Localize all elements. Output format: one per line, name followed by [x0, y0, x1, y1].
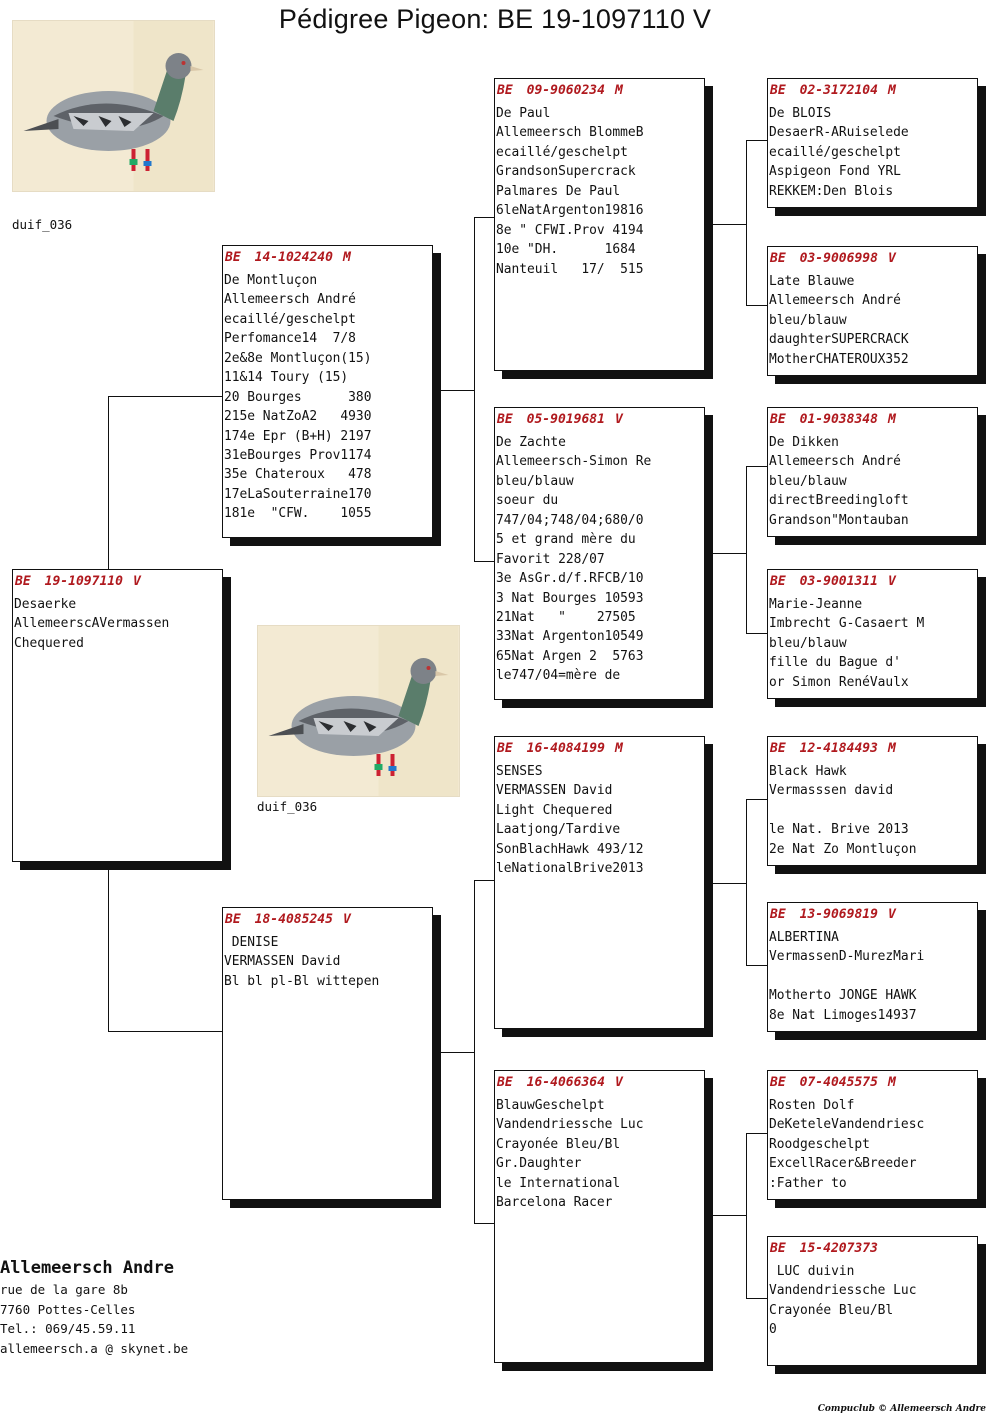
info-line: Favorit 228/07: [496, 551, 605, 567]
info-line: Imbrecht G-Casaert M: [769, 616, 925, 632]
info-line: AllemeerscAVermassen: [14, 616, 170, 632]
pigeon-info: [768, 758, 977, 859]
ring-number: 01-9038348: [799, 412, 878, 427]
info-line: 17eLaSouterraine170: [224, 486, 372, 502]
info-line: SonBlachHawk 493/12: [496, 841, 644, 857]
info-line: 181e "CFW. 1055: [224, 506, 372, 522]
owner-name: Allemeersch Andre: [0, 1258, 174, 1278]
info-line: Desaerke: [14, 597, 77, 612]
sex-marker: V: [342, 912, 351, 927]
pedigree-card-fmf[interactable]: [767, 407, 978, 537]
info-line: 0: [769, 1322, 777, 1338]
info-line: VermassenD-MurezMari: [769, 949, 925, 965]
info-line: Chequered: [14, 635, 84, 651]
info-line: 21Nat " 27505: [496, 609, 636, 625]
info-line: bleu/blauw: [496, 473, 574, 489]
ring-country: BE: [15, 574, 31, 589]
ring-header: [768, 79, 977, 100]
info-line: fille du Bague d': [769, 655, 901, 671]
page-title: Pédigree Pigeon: BE 19-1097110 V: [278, 4, 712, 34]
pedigree-card-mfm[interactable]: [767, 902, 978, 1032]
pigeon-photo-top: [12, 20, 215, 192]
info-line: daughterSUPERCRACK: [769, 332, 909, 348]
ring-country: BE: [497, 741, 513, 756]
ring-header: [768, 737, 977, 758]
info-line: ecaillé/geschelpt: [769, 144, 901, 160]
info-line: De Dikken: [769, 435, 839, 450]
sex-marker: M: [887, 83, 896, 98]
ring-header: [768, 408, 977, 429]
pigeon-info: [768, 1092, 977, 1193]
info-line: 35e Chateroux 478: [224, 467, 372, 483]
pigeon-info: [495, 429, 704, 686]
ring-number: 16-4066364: [526, 1075, 605, 1090]
photo-caption-top: duif_036: [12, 217, 73, 232]
info-line: Allemeersch-Simon Re: [496, 454, 652, 470]
pedigree-card-ff[interactable]: [494, 78, 705, 371]
ring-number: 03-9006998: [799, 251, 878, 266]
pigeon-info: [495, 758, 704, 879]
pedigree-card-fff[interactable]: [767, 78, 978, 208]
info-line: DENISE: [224, 935, 279, 950]
info-line: 5 et grand mère du: [496, 532, 636, 548]
info-line: 8e Nat Limoges14937: [769, 1007, 917, 1023]
sex-marker: V: [614, 412, 623, 427]
info-line: LUC duivin: [769, 1264, 855, 1279]
ring-header: [223, 908, 432, 929]
info-line: Allemeersch André: [224, 292, 356, 308]
info-line: 6leNatArgenton19816: [496, 203, 644, 219]
info-line: DesaerR-ARuiselede: [769, 125, 909, 141]
info-line: le International: [496, 1175, 621, 1191]
pigeon-info: [223, 929, 432, 991]
ring-country: BE: [770, 741, 786, 756]
sex-marker: M: [887, 412, 896, 427]
info-line: 33Nat Argenton10549: [496, 629, 644, 645]
info-line: REKKEM:Den Blois: [769, 183, 894, 199]
sex-marker: M: [887, 741, 896, 756]
ring-country: BE: [225, 912, 241, 927]
pigeon-photo-middle: [257, 625, 460, 797]
info-line: 20 Bourges 380: [224, 389, 372, 405]
info-line: 174e Epr (B+H) 2197: [224, 428, 372, 444]
pigeon-info: [768, 100, 977, 201]
owner-email[interactable]: allemeersch.a @ skynet.be: [0, 1340, 189, 1356]
ring-country: BE: [770, 412, 786, 427]
pigeon-info: [768, 1258, 977, 1340]
info-line: [769, 801, 977, 820]
info-line: or Simon RenéVaulx: [769, 674, 909, 690]
info-line: 3 Nat Bourges 10593: [496, 590, 644, 606]
sex-marker: V: [887, 907, 896, 922]
pigeon-info: [13, 591, 222, 653]
info-line: bleu/blauw: [769, 473, 847, 489]
info-line: 2e Nat Zo Montluçon: [769, 841, 917, 857]
pigeon-icon: [13, 21, 214, 191]
ring-header: [13, 570, 222, 591]
ring-header: [495, 79, 704, 100]
info-line: Crayonée Bleu/Bl: [769, 1302, 894, 1318]
pedigree-card-mother[interactable]: [222, 907, 433, 1200]
info-line: De Zachte: [496, 435, 566, 450]
pigeon-info: [495, 100, 704, 279]
info-line: 65Nat Argen 2 5763: [496, 648, 644, 664]
photo-caption-middle: duif_036: [257, 799, 318, 814]
pedigree-card-ffm[interactable]: [767, 246, 978, 376]
info-line: VERMASSEN David: [496, 783, 613, 799]
info-line: Palmares De Paul: [496, 183, 621, 199]
info-line: ecaillé/geschelpt: [496, 144, 628, 160]
info-line: Allemeersch André: [769, 293, 901, 309]
info-line: Late Blauwe: [769, 274, 855, 289]
pedigree-card-mf[interactable]: [494, 736, 705, 1029]
info-line: 8e " CFWI.Prov 4194: [496, 222, 644, 238]
info-line: bleu/blauw: [769, 635, 847, 651]
sex-marker: V: [887, 574, 896, 589]
info-line: leNationalBrive2013: [496, 861, 644, 877]
info-line: Vermasssen david: [769, 783, 894, 799]
info-line: Motherto JONGE HAWK: [769, 988, 917, 1004]
ring-country: BE: [770, 251, 786, 266]
info-line: bleu/blauw: [769, 312, 847, 328]
pedigree-card-subject[interactable]: [12, 569, 223, 862]
info-line: SENSES: [496, 764, 543, 779]
pedigree-card-mmm[interactable]: [767, 1236, 978, 1366]
info-line: Gr.Daughter: [496, 1156, 582, 1172]
ring-number: 19-1097110: [44, 574, 123, 589]
info-line: DeKeteleVandendriesc: [769, 1117, 925, 1133]
ring-country: BE: [770, 907, 786, 922]
ring-country: BE: [770, 1075, 786, 1090]
pedigree-card-fmm[interactable]: [767, 569, 978, 699]
ring-country: BE: [770, 83, 786, 98]
ring-country: BE: [770, 574, 786, 589]
ring-number: 16-4084199: [526, 741, 605, 756]
info-line: Perfomance14 7/8: [224, 331, 356, 347]
info-line: Grandson"Montauban: [769, 512, 909, 528]
info-line: Aspigeon Fond YRL: [769, 164, 901, 180]
sex-marker: V: [132, 574, 141, 589]
info-line: ecaillé/geschelpt: [224, 311, 356, 327]
info-line: Laatjong/Tardive: [496, 822, 621, 838]
info-line: Marie-Jeanne: [769, 597, 863, 612]
ring-number: 03-9001311: [799, 574, 878, 589]
info-line: Vandendriessche Luc: [769, 1283, 917, 1299]
info-line: VERMASSEN David: [224, 954, 341, 970]
pigeon-info: [768, 429, 977, 530]
info-line: Roodgeschelpt: [769, 1136, 870, 1152]
info-line: Bl bl pl-Bl wittepen: [224, 973, 380, 989]
ring-header: [768, 1237, 977, 1258]
info-line: Black Hawk: [769, 764, 847, 779]
ring-header: [495, 1071, 704, 1092]
info-line: De BLOIS: [769, 106, 832, 121]
info-line: Light Chequered: [496, 802, 613, 818]
info-line: Allemeersch André: [769, 454, 901, 470]
pigeon-info: [768, 268, 977, 369]
ring-header: [768, 1071, 977, 1092]
info-line: le Nat. Brive 2013: [769, 822, 909, 838]
pigeon-info: [495, 1092, 704, 1213]
ring-country: BE: [497, 1075, 513, 1090]
info-line: 747/04;748/04;680/0: [496, 512, 644, 528]
pedigree-card-fm[interactable]: [494, 407, 705, 700]
info-line: 215e NatZoA2 4930: [224, 409, 372, 425]
info-line: Crayonée Bleu/Bl: [496, 1136, 621, 1152]
info-line: Rosten Dolf: [769, 1098, 855, 1113]
info-line: le747/04=mère de: [496, 668, 621, 684]
info-line: 3e AsGr.d/f.RFCB/10: [496, 571, 644, 587]
info-line: GrandsonSupercrack: [496, 164, 636, 180]
ring-header: [768, 570, 977, 591]
info-line: ExcellRacer&Breeder: [769, 1156, 917, 1172]
ring-number: 12-4184493: [799, 741, 878, 756]
pigeon-info: [768, 924, 977, 1025]
info-line: 31eBourges Prov1174: [224, 447, 372, 463]
pedigree-card-father[interactable]: [222, 245, 433, 538]
info-line: 10e "DH. 1684: [496, 242, 636, 258]
info-line: 2e&8e Montluçon(15): [224, 350, 372, 366]
info-line: Allemeersch BlommeB: [496, 125, 644, 141]
owner-city: 7760 Pottes-Celles: [0, 1301, 136, 1317]
pedigree-card-mmf[interactable]: [767, 1070, 978, 1200]
info-line: Vandendriessche Luc: [496, 1117, 644, 1133]
info-line: BlauwGeschelpt: [496, 1098, 605, 1113]
pedigree-card-mm[interactable]: [494, 1070, 705, 1363]
info-line: De Montluçon: [224, 273, 318, 288]
sex-marker: M: [614, 741, 623, 756]
info-line: [769, 967, 977, 986]
owner-address: rue de la gare 8b: [0, 1282, 128, 1297]
info-line: soeur du: [496, 493, 559, 509]
ring-header: [768, 903, 977, 924]
info-line: ALBERTINA: [769, 930, 839, 945]
ring-country: BE: [225, 250, 241, 265]
sex-marker: M: [614, 83, 623, 98]
sex-marker: M: [342, 250, 351, 265]
ring-header: [495, 737, 704, 758]
ring-header: [223, 246, 432, 267]
ring-number: 15-4207373: [799, 1241, 878, 1256]
info-line: 11&14 Toury (15): [224, 370, 349, 386]
ring-country: BE: [497, 83, 513, 98]
ring-number: 14-1024240: [254, 250, 333, 265]
ring-number: 07-4045575: [799, 1075, 878, 1090]
info-line: :Father to: [769, 1175, 847, 1191]
pigeon-icon: [258, 626, 459, 796]
owner-block: [0, 1256, 188, 1358]
pigeon-info: [768, 591, 977, 692]
ring-header: [495, 408, 704, 429]
ring-country: BE: [497, 412, 513, 427]
ring-number: 05-9019681: [526, 412, 605, 427]
info-line: MotherCHATEROUX352: [769, 351, 909, 367]
info-line: Barcelona Racer: [496, 1195, 613, 1211]
info-line: Nanteuil 17/ 515: [496, 261, 644, 277]
sex-marker: V: [887, 251, 896, 266]
sex-marker: M: [887, 1075, 896, 1090]
info-line: De Paul: [496, 106, 551, 121]
ring-number: 02-3172104: [799, 83, 878, 98]
ring-country: BE: [770, 1241, 786, 1256]
ring-number: 18-4085245: [254, 912, 333, 927]
pedigree-card-mff[interactable]: [767, 736, 978, 866]
ring-number: 13-9069819: [799, 907, 878, 922]
pigeon-info: [223, 267, 432, 524]
sex-marker: V: [614, 1075, 623, 1090]
footer-credit: Compuclub © Allemeersch Andre: [817, 1404, 986, 1414]
ring-number: 09-9060234: [526, 83, 605, 98]
owner-phone: Tel.: 069/45.59.11: [0, 1321, 136, 1336]
info-line: directBreedingloft: [769, 493, 909, 509]
ring-header: [768, 247, 977, 268]
